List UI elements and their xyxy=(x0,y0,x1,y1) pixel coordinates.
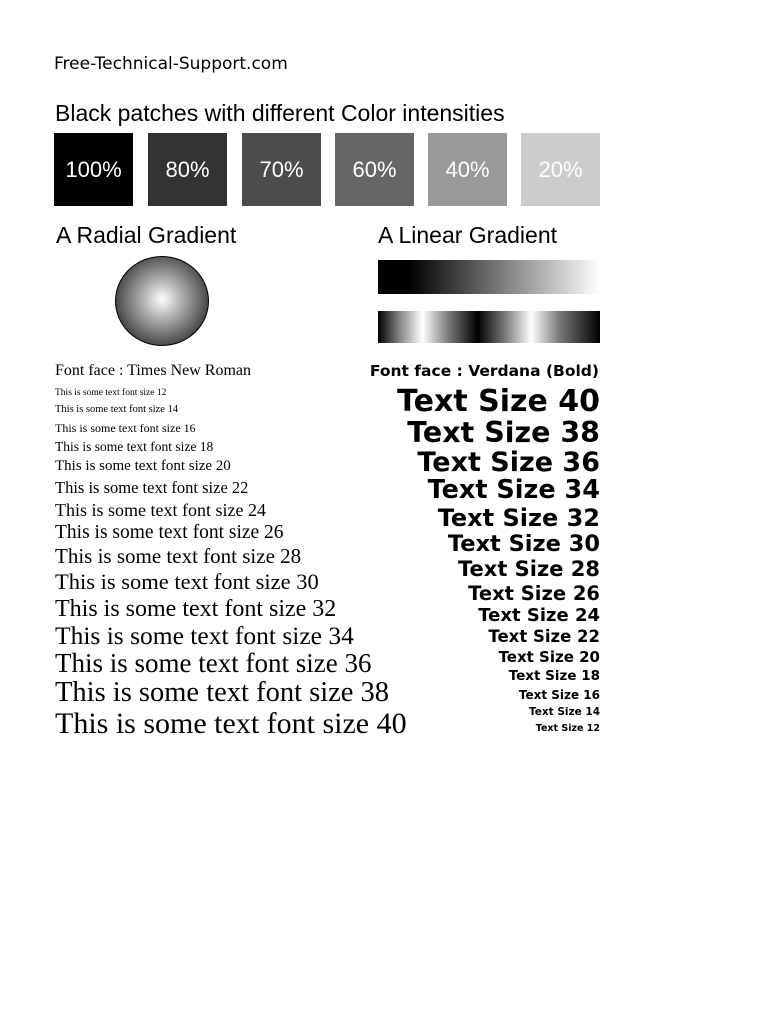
times-sample-36: This is some text font size 36 xyxy=(55,648,372,678)
times-sample-34: This is some text font size 34 xyxy=(55,621,354,650)
times-sample-30: This is some text font size 30 xyxy=(55,569,319,594)
linear-gradient-title: A Linear Gradient xyxy=(378,222,558,248)
times-sample-16: This is some text font size 16 xyxy=(55,421,196,435)
times-font-label: Font face : Times New Roman xyxy=(55,362,251,379)
verdana-sample-36: Text Size 36 xyxy=(417,447,600,478)
radial-gradient-circle xyxy=(115,256,209,346)
times-sample-26: This is some text font size 26 xyxy=(55,522,284,543)
times-sample-14: This is some text font size 14 xyxy=(55,404,179,415)
patch-80: 80% xyxy=(148,133,227,206)
verdana-sample-22: Text Size 22 xyxy=(488,627,600,646)
verdana-sample-20: Text Size 20 xyxy=(498,648,600,666)
times-sample-24: This is some text font size 24 xyxy=(55,500,266,520)
patch-70: 70% xyxy=(242,133,321,206)
verdana-font-label: Font face : Verdana (Bold) xyxy=(369,362,599,380)
linear-gradient-bar xyxy=(378,260,600,294)
verdana-sample-30: Text Size 30 xyxy=(447,531,600,557)
verdana-sample-14: Text Size 14 xyxy=(529,706,600,718)
verdana-sample-18: Text Size 18 xyxy=(508,668,600,684)
verdana-sample-16: Text Size 16 xyxy=(518,688,600,702)
verdana-sample-38: Text Size 38 xyxy=(407,416,600,449)
verdana-sample-34: Text Size 34 xyxy=(427,475,600,505)
verdana-sample-26: Text Size 26 xyxy=(468,582,600,605)
verdana-sample-24: Text Size 24 xyxy=(478,605,600,626)
patches-title: Black patches with different Color intensities xyxy=(55,100,505,126)
times-sample-20: This is some text font size 20 xyxy=(55,458,231,474)
verdana-sample-12: Text Size 12 xyxy=(535,723,600,734)
times-sample-22: This is some text font size 22 xyxy=(55,478,249,497)
times-sample-28: This is some text font size 28 xyxy=(55,544,302,568)
patch-20: 20% xyxy=(521,133,600,206)
verdana-sample-32: Text Size 32 xyxy=(437,504,600,532)
times-sample-18: This is some text font size 18 xyxy=(55,439,214,454)
times-sample-38: This is some text font size 38 xyxy=(55,677,390,708)
times-sample-32: This is some text font size 32 xyxy=(55,596,337,622)
patch-60: 60% xyxy=(335,133,414,206)
site-name: Free-Technical-Support.com xyxy=(54,54,288,74)
patch-40: 40% xyxy=(428,133,507,206)
times-sample-12: This is some text font size 12 xyxy=(55,388,167,398)
verdana-sample-40: Text Size 40 xyxy=(397,384,600,419)
verdana-sample-28: Text Size 28 xyxy=(458,557,600,581)
radial-gradient-title: A Radial Gradient xyxy=(56,222,237,248)
color-patches xyxy=(54,133,600,206)
patch-100: 100% xyxy=(54,133,133,206)
times-sample-40: This is some text font size 40 xyxy=(55,707,407,740)
repeating-gradient-bar xyxy=(378,311,600,343)
